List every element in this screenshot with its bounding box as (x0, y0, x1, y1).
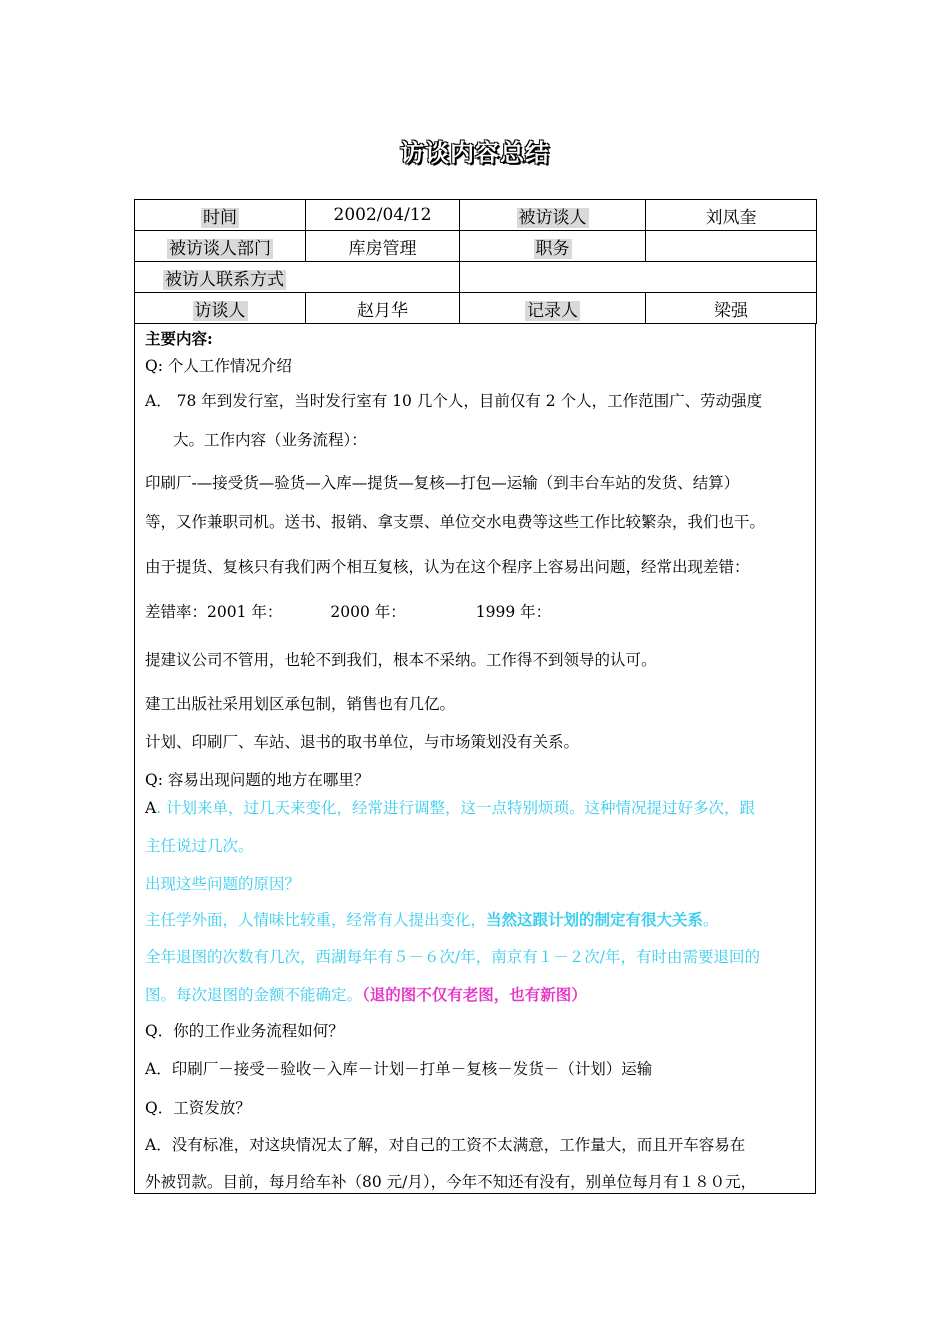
answer-3: A．印刷厂－接受－验收－入库－计划－打单－复核－发货－（计划）运输 (145, 1060, 653, 1078)
table-row (135, 262, 817, 293)
question-4: Q．工资发放？ (145, 1099, 251, 1117)
position-label: 职务 (535, 238, 570, 259)
recorder-label-cell (460, 293, 646, 324)
answer-2-text: . 计划来单，过几天来变化，经常进行调整，这一点特别烦琐。这种情况提过好多次，跟 (156, 799, 756, 817)
answer-4-line-2: 外被罚款。目前，每月给车补（80 元/月），今年不知还有没有，别单位每月有１８０元， (145, 1173, 757, 1191)
position-value (646, 231, 817, 262)
cause-question: 出现这些问题的原因？ (145, 875, 301, 893)
contact-value (460, 262, 817, 293)
recorder-label: 记录人 (527, 300, 578, 321)
answer-4-line-1: A．没有标准，对这块情况太了解，对自己的工资不太满意，工作量大，而且开车容易在 (145, 1136, 746, 1154)
question-3: Q．你的工作业务流程如何？ (145, 1022, 344, 1040)
cause-answer-end: 。 (703, 911, 719, 929)
paragraph-3: 提建议公司不管用，也轮不到我们，根本不采纳。工作得不到领导的认可。 (145, 651, 657, 669)
recorder-value: 梁强 (646, 293, 817, 324)
interviewee-value: 刘凤奎 (646, 200, 817, 231)
question-1: Q: 个人工作情况介绍 (145, 357, 292, 375)
question-2: Q: 容易出现问题的地方在哪里？ (145, 771, 370, 789)
error-rate-line (145, 600, 551, 622)
return-line-2 (145, 983, 587, 1005)
paragraph-1-line-2: 等，又作兼职司机。送书、报销、拿支票、单位交水电费等这些工作比较繁杂，我们也干。 (145, 513, 766, 531)
time-label: 时间 (203, 207, 237, 228)
answer-2-line-1 (145, 796, 755, 818)
document-title: 访谈内容总结 (400, 138, 550, 167)
position-label-cell (460, 231, 646, 262)
paragraph-1-line-1: 印刷厂-—接受货—验货—入库—提货—复核—打包—运输（到丰台车站的发货、结算） (145, 474, 740, 492)
content-heading: 主要内容: (145, 329, 213, 348)
cause-answer-emphasis: 当然这跟计划的制定有很大关系 (486, 910, 704, 929)
cause-answer (145, 908, 719, 930)
cause-answer-text: 主任学外面，人情味比较重，经常有人提出变化， (145, 911, 487, 929)
table-row (135, 231, 817, 262)
paragraph-5: 计划、印刷厂、车站、退书的取书单位，与市场策划没有关系。 (145, 733, 580, 751)
answer-1-line-2: 大。工作内容（业务流程）： (173, 431, 367, 449)
error-rate-1999: 1999 年： (475, 603, 552, 621)
error-rate-2000: 2000 年： (330, 603, 406, 621)
table-row (135, 200, 817, 231)
dept-label-cell (135, 231, 306, 262)
paragraph-4: 建工出版社采用划区承包制，销售也有几亿。 (145, 695, 456, 713)
interviewer-value: 赵月华 (306, 293, 460, 324)
paragraph-2: 由于提货、复核只有我们两个相互复核，认为在这个程序上容易出问题，经常出现差错： (145, 558, 750, 576)
answer-2-prefix: A (145, 799, 157, 817)
main-content-box (134, 324, 816, 1194)
time-label-cell (135, 200, 306, 231)
return-line-2-note: （退的图不仅有老图，也有新图） (362, 985, 587, 1004)
table-row (135, 293, 817, 324)
answer-2-line-2: 主任说过几次。 (145, 837, 254, 855)
interviewee-label-cell (460, 200, 646, 231)
return-line-1: 全年退图的次数有几次，西湖每年有５－６次/年，南京有１－２次/年，有时由需要退回的 (145, 948, 760, 966)
interviewee-label: 被访谈人 (518, 207, 587, 228)
info-table (134, 199, 817, 324)
contact-label: 被访人联系方式 (165, 269, 284, 290)
error-rate-2001: 差错率：2001 年： (145, 603, 283, 621)
dept-value: 库房管理 (306, 231, 460, 262)
dept-label: 被访谈人部门 (169, 238, 271, 259)
return-line-2-text: 图。每次退图的金额不能确定。 (145, 986, 363, 1004)
time-value: 2002/04/12 (306, 200, 460, 231)
interviewer-label-cell (135, 293, 306, 324)
contact-label-cell (135, 262, 460, 293)
interviewer-label: 访谈人 (194, 300, 246, 321)
answer-1-line-1: A． 78 年到发行室，当时发行室有 10 几个人，目前仅有 2 个人，工作范围广、劳动强度 (145, 392, 763, 410)
